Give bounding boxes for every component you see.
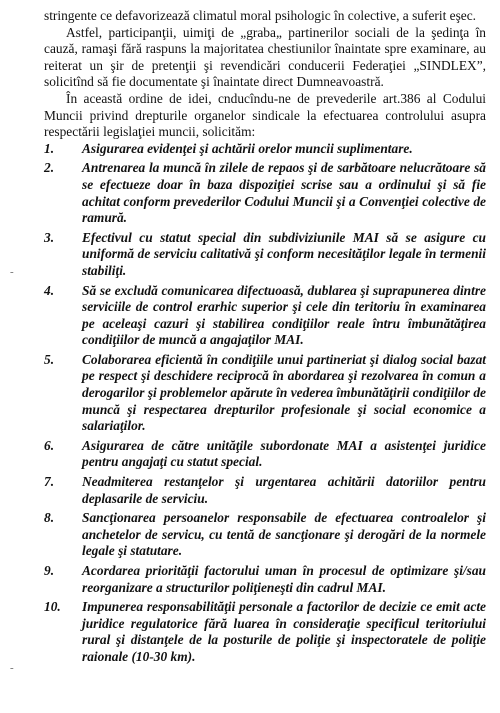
list-item [44, 474, 486, 507]
paragraph-participants: Astfel, participanţii, uimiţi de „graba„ partinerilor sociali de la şedinţa în cauză, ramaşi fără raspuns la majoritatea chestiunilor înaintate spre examinare, au reiterat un şir de pretenţii şi revendicări conducerii Federaţiei „SINDLEX”, solicitînd să fie documentate şi înaintate direct Dumneavoastră. [44, 24, 486, 90]
item-number: 10. [44, 599, 61, 615]
item-text: Antrenarea la muncă în zilele de repaos şi de sarbătoare nelucrătoare să se efectueze doar în baza dispoziţiei scrise sau a ordinului şi să fie achitat conform prevederilor Codului Muncii şi a Convenţiei colective de ramură. [82, 160, 486, 226]
margin-mark: - [10, 266, 14, 278]
item-number: 6. [44, 437, 55, 453]
item-number: 2. [44, 160, 55, 176]
item-text: Neadmiterea restanţelor şi urgentarea achitării datoriilor pentru deplasarile de serviciu. [82, 474, 486, 506]
list-item [44, 160, 486, 226]
item-number: 7. [44, 474, 55, 490]
list-item [44, 599, 486, 665]
list-item [44, 283, 486, 349]
item-number: 9. [44, 563, 55, 578]
paragraph-continuation: stringente ce defavorizează climatul moral psihologic în colective, a suferit eşec. [44, 8, 477, 23]
list-item [44, 438, 486, 471]
item-number: 4. [44, 282, 55, 298]
item-text: Impunerea responsabilităţii personale a factorilor de decizie ce emit acte juridice regulatorice fără luarea în consideraţie specificul teritoriului rural şi distanţele de la posturile de poliţie şi inspectoratele de poliţie raionale (10-30 km). [82, 599, 486, 664]
item-number: 5. [44, 351, 55, 367]
paragraph-request-intro: În această ordine de idei, cnducîndu-ne de prevederile art.386 al Codului Muncii privind drepturile organelor sindicale la efectuarea controlului asupra respectării legislaţiei muncii, solicităm: [44, 90, 486, 140]
list-item [44, 352, 486, 435]
list-item [44, 563, 486, 596]
item-text: Asigurarea de către unităţile subordonate MAI a asistenţei juridice pentru angajaţi cu statut special. [82, 437, 486, 470]
item-text: Colaborarea eficientă în condiţiile unui partineriat şi dialog social bazat pe respect şi deschidere reciprocă în abordarea şi rezolvarea în comun a derogarilor şi problemelor apărute în vederea îmbunătăţirii condiţiilor de muncă şi respectarea drepturilor profesionale şi social economice a salariaţilor. [82, 351, 486, 434]
item-text: Efectivul cu statut special din subdiviziunile MAI să se asigure cu uniformă de serviciu calitativă şi conform necesităţilor legale în termenii stabiliţi. [82, 229, 486, 278]
list-item [44, 510, 486, 560]
item-number: 1. [44, 140, 55, 156]
item-number: 8. [44, 510, 55, 526]
list-item [44, 141, 486, 158]
demands-list [44, 141, 486, 666]
item-number: 3. [44, 229, 55, 245]
item-text: Asigurarea evidenţei şi achtării orelor muncii suplimentare. [82, 140, 413, 156]
item-text: Să se excludă comunicarea difectuoasă, dublarea şi suprapunerea dintre serviciile de control erarhic superior şi cele din teritoriu în examinarea pe aceleaşi cazuri şi stabilirea condiţiilor reale întru îmbunătăţirea condiţiilor de muncă a angajaţilor MAI. [82, 282, 486, 348]
list-item [44, 230, 486, 280]
item-text: Acordarea priorităţii factorului uman în procesul de optimizare şi/sau reorganizare a structurilor poliţieneşti din cadrul MAI. [82, 563, 486, 595]
item-text: Sancţionarea persoanelor responsabile de efectuarea controalelor şi anchetelor de servicu, cu tentă de sancţionare şi derogări de la normele legale şi statutare. [82, 510, 486, 559]
margin-mark: - [10, 662, 14, 674]
